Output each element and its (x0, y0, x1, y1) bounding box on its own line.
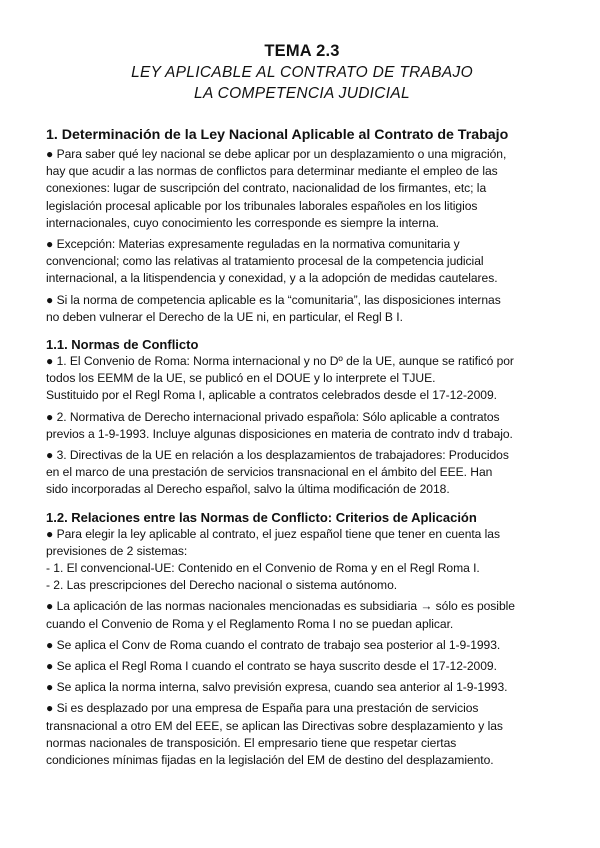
text-line: ● 2. Normativa de Derecho internacional privado española: Sólo aplicable a contratos (46, 409, 500, 424)
subsection-heading: 1.1. Normas de Conflicto (46, 337, 199, 353)
paragraph (46, 353, 558, 405)
text-line: hay que acudir a las normas de conflictos para determinar mediante el empleo de las (46, 164, 498, 179)
section-heading: 1. Determinación de la Ley Nacional Aplicable al Contrato de Trabajo (46, 127, 509, 143)
paragraph (46, 637, 558, 654)
text-line: ● 1. El Convenio de Roma: Norma internacional y no Dº de la UE, aunque se ratificó por (46, 354, 514, 369)
text-line: convencional; como las relativas al tratamiento procesal de la competencia judicial (46, 254, 484, 269)
text-line: ● Se aplica el Regl Roma I cuando el contrato se haya suscrito desde el 17-12-2009. (46, 659, 497, 674)
paragraph (46, 409, 558, 443)
text-line: previsiones de 2 sistemas: (46, 543, 188, 558)
subsection-body (46, 526, 558, 770)
paragraph (46, 598, 558, 632)
section-body (46, 146, 558, 326)
text-line: ● Se aplica la norma interna, salvo previsión expresa, cuando sea anterior al 1-9-1993. (46, 680, 508, 695)
paragraph (46, 447, 558, 499)
text-line: todos los EEMM de la UE, se publicó en el DOUE y lo interprete el TJUE. (46, 371, 436, 386)
text-line: ● La aplicación de las normas nacionales mencionadas es subsidiaria → sólo es posible (46, 599, 515, 614)
text-line: condiciones mínimas fijadas en la legislación del EM de destino del desplazamiento. (46, 753, 494, 768)
paragraph (46, 526, 558, 595)
text-line: ● Si es desplazado por una empresa de España para una prestación de servicios (46, 701, 479, 716)
text-line: ● Para elegir la ley aplicable al contrato, el juez español tiene que tener en cuenta las (46, 526, 500, 541)
text-line: transnacional a otro EM del EEE, se aplican las Directivas sobre desplazamiento y las (46, 718, 503, 733)
subtitle-line-1: LEY APLICABLE AL CONTRATO DE TRABAJO (131, 64, 473, 81)
text-line: internacional, a la litispendencia y conexidad, y a la adopción de medidas cautelares. (46, 271, 498, 286)
text-line: ● Si la norma de competencia aplicable es la “comunitaria”, las disposiciones internas (46, 292, 501, 307)
text-line: ● Se aplica el Conv de Roma cuando el contrato de trabajo sea posterior al 1-9-1993. (46, 637, 501, 652)
text-line: no deben vulnerar el Derecho de la UE ni, en particular, el Regl B I. (46, 309, 403, 324)
topic-title: TEMA 2.3 (264, 42, 340, 60)
text-line: - 1. El convencional-UE: Contenido en el Convenio de Roma y en el Regl Roma I. (46, 561, 480, 576)
text-line: legislación procesal aplicable por los tribunales laborales españoles en los litigios (46, 198, 478, 213)
text-line: ● 3. Directivas de la UE en relación a los desplazamientos de trabajadores: Producidos (46, 448, 509, 463)
paragraph (46, 292, 558, 326)
subtitle-line-2: LA COMPETENCIA JUDICIAL (194, 85, 410, 102)
subsection-heading: 1.2. Relaciones entre las Normas de Conflicto: Criterios de Aplicación (46, 509, 477, 525)
text-line: - 2. Las prescripciones del Derecho nacional o sistema autónomo. (46, 578, 398, 593)
text-line: internacionales, cuyo conocimiento les corresponde es siempre la interna. (46, 215, 439, 230)
text-line: sido incorporadas al Derecho español, salvo la última modificación de 2018. (46, 482, 450, 497)
text-line: en el marco de una prestación de servicios transnacional en el ámbito del EEE. Han (46, 465, 493, 480)
text-line: ● Excepción: Materias expresamente reguladas en la normativa comunitaria y (46, 237, 460, 252)
subsection-body (46, 353, 558, 499)
paragraph (46, 700, 558, 769)
paragraph (46, 236, 558, 288)
paragraph (46, 679, 558, 696)
text-line: ● Para saber qué ley nacional se debe aplicar por un desplazamiento o una migración, (46, 147, 507, 161)
text-line: conexiones: lugar de suscripción del contrato, nacionalidad de los firmantes, etc; la (46, 181, 487, 196)
text-line: Sustituido por el Regl Roma I, aplicable a contratos celebrados desde el 17-12-2009. (46, 388, 497, 403)
paragraph (46, 146, 558, 232)
text-line: cuando el Convenio de Roma y el Reglamento Roma I no se puedan aplicar. (46, 616, 454, 631)
paragraph (46, 658, 558, 675)
title-block (46, 40, 558, 104)
text-line: normas nacionales de transposición. El empresario tiene que respetar ciertas (46, 735, 457, 750)
text-line: previos a 1-9-1993. Incluye algunas disposiciones en materia de contrato indv d trabajo. (46, 426, 513, 441)
